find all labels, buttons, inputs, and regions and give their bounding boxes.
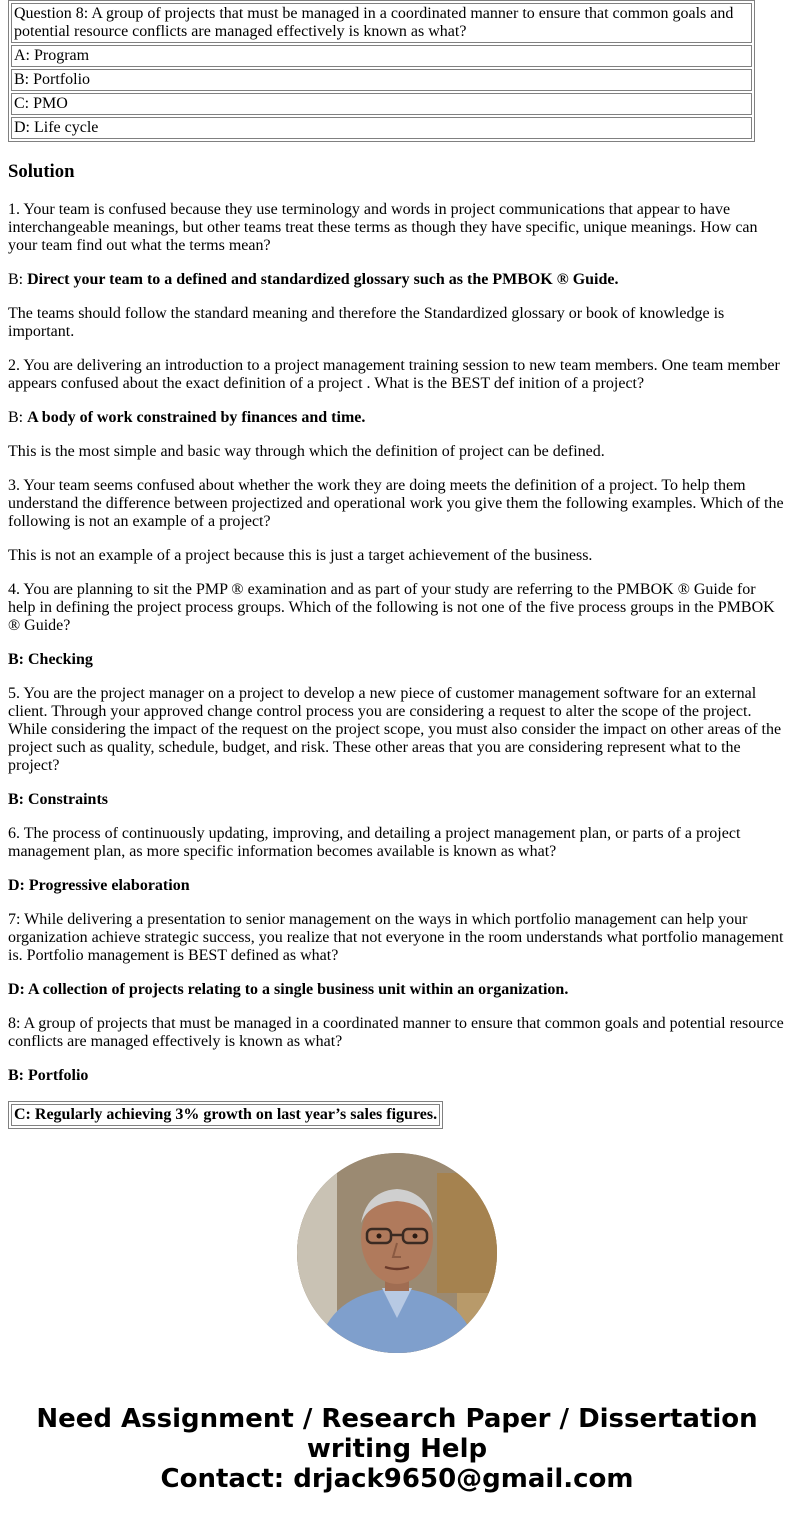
answer-5 bbox=[8, 791, 786, 809]
question-6: 6. The process of continuously updating, improving, and detailing a project management plan, or parts of a project management plan, as more specific information becomes available is known as what? bbox=[8, 825, 741, 860]
question-4: 4. You are planning to sit the PMP ® examination and as part of your study are referring to the PMBOK ® Guide for help in defining the project process groups. Which of the following is not one of the five process groups in the PMBOK ® Guide? bbox=[8, 581, 775, 634]
table-row bbox=[11, 117, 752, 139]
question-2: 2. You are delivering an introduction to a project management training session to new team members. One team member appears confused about the exact definition of a project . What is the BEST def inition of a project? bbox=[8, 357, 780, 392]
table-row bbox=[11, 93, 752, 115]
answer-5-text: B: Constraints bbox=[8, 791, 109, 808]
avatar bbox=[297, 1153, 497, 1353]
explanation-1: The teams should follow the standard meaning and therefore the Standardized glossary or book of knowledge is important. bbox=[8, 305, 725, 340]
footer-promo bbox=[0, 1404, 794, 1494]
option-cell: B: Portfolio bbox=[11, 69, 752, 91]
boxed-answer-cell: C: Regularly achieving 3% growth on last year’s sales figures. bbox=[11, 1104, 440, 1126]
answer-1 bbox=[8, 271, 786, 289]
question-7: 7: While delivering a presentation to senior management on the ways in which portfolio management can help your organization achieve strategic success, you realize that not everyone in the room understands what portfolio management is. Portfolio management is BEST defined as what? bbox=[8, 911, 784, 964]
option-cell: C: PMO bbox=[11, 93, 752, 115]
answer-2 bbox=[8, 409, 786, 427]
answer-7 bbox=[8, 981, 786, 999]
boxed-answer-table bbox=[8, 1101, 443, 1129]
answer-8 bbox=[8, 1067, 786, 1085]
solution-heading: Solution bbox=[8, 161, 75, 182]
answer-8-text: B: Portfolio bbox=[8, 1067, 89, 1084]
footer-line-1: Need Assignment / Research Paper / Dissertation writing Help bbox=[36, 1404, 758, 1464]
option-cell: A: Program bbox=[11, 45, 752, 67]
option-cell: D: Life cycle bbox=[11, 117, 752, 139]
question-8: 8: A group of projects that must be managed in a coordinated manner to ensure that common goals and potential resource conflicts are managed effectively is known as what? bbox=[8, 1015, 784, 1050]
answer-6 bbox=[8, 877, 786, 895]
question-cell: Question 8: A group of projects that must be managed in a coordinated manner to ensure that common goals and potential resource conflicts are managed effectively is known as what? bbox=[11, 3, 752, 43]
answer-1-prefix: B: bbox=[8, 271, 28, 288]
table-row bbox=[11, 45, 752, 67]
question-table bbox=[8, 0, 755, 142]
explanation-3: This is not an example of a project because this is just a target achievement of the business. bbox=[8, 547, 593, 564]
question-5: 5. You are the project manager on a project to develop a new piece of customer management software for an external client. Through your approved change control process you are considering a request to alter the scope of the project. While considering the impact of the request on the project scope, you must also consider the impact on other areas of the project such as quality, schedule, budget, and risk. These other areas that you are considering represent what to the project? bbox=[8, 685, 782, 774]
answer-2-prefix: B: bbox=[8, 409, 28, 426]
answer-7-text: D: A collection of projects relating to a single business unit within an organization. bbox=[8, 981, 569, 998]
answer-6-text: D: Progressive elaboration bbox=[8, 877, 190, 894]
explanation-2: This is the most simple and basic way through which the definition of project can be defined. bbox=[8, 443, 605, 460]
answer-4-text: B: Checking bbox=[8, 651, 93, 668]
answer-4 bbox=[8, 651, 786, 669]
footer-contact: Contact: drjack9650@gmail.com bbox=[160, 1464, 634, 1494]
question-1: 1. Your team is confused because they use terminology and words in project communications that appear to have interchangeable meanings, but other teams treat these terms as though they have specific, unique meanings. How can your team find out what the terms mean? bbox=[8, 201, 758, 254]
table-row bbox=[11, 3, 752, 43]
table-row bbox=[11, 1104, 440, 1126]
table-row bbox=[11, 69, 752, 91]
avatar-portrait-icon bbox=[297, 1153, 497, 1353]
question-3: 3. Your team seems confused about whether the work they are doing meets the definition of a project. To help them understand the difference between projectized and operational work you give them the following examples. Which of the following is not an example of a project? bbox=[8, 477, 784, 530]
answer-1-text: Direct your team to a defined and standardized glossary such as the PMBOK ® Guide. bbox=[27, 271, 619, 288]
answer-2-text: A body of work constrained by finances and time. bbox=[27, 409, 366, 426]
